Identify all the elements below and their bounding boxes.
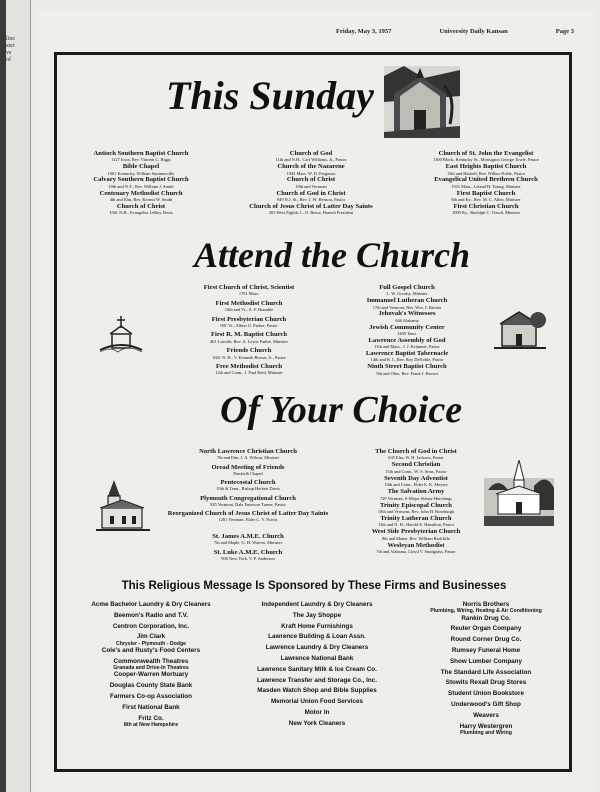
church-name: Full Gospel Church <box>379 284 435 291</box>
church-address: 10th and N.Y., Rev. William J. Smith <box>108 183 174 189</box>
church-address: 7th and Elm, J. A. Wilson, Minister <box>216 455 280 461</box>
church-listing <box>66 150 216 163</box>
church-name: Church of Christ <box>286 176 336 184</box>
sponsor-listing <box>76 682 226 689</box>
church-listing <box>166 464 330 477</box>
church-name: Calvary Southern Baptist Church <box>93 176 189 184</box>
church-listing <box>66 163 216 176</box>
church-listing <box>66 203 216 216</box>
church-name: North Lawrence Christian Church <box>199 448 297 455</box>
sponsor-detail: Plumbing and Wiring <box>460 729 512 736</box>
sponsor-name: Masden Watch Shop and Bible Supplies <box>257 687 377 695</box>
church-name: The Church of God in Christ <box>375 448 457 455</box>
sponsor-listing <box>406 658 566 665</box>
sponsor-name: Memorial Union Food Services <box>270 698 364 706</box>
church-listing <box>166 549 330 562</box>
sponsor-name: Harry Westergren <box>459 722 513 730</box>
church-name: The Salvation Army <box>387 488 445 496</box>
church-address: 900 New York, V. P. Anderson <box>221 555 275 561</box>
church-name: Reorganized Church of Jesus Christ of Latter Day Saints <box>167 510 329 517</box>
church-address: 19th & Tenn., Bishop Herbert Davis <box>216 486 280 492</box>
church-name: Church of St. John the Evangelist <box>438 150 534 157</box>
sponsor-name: Lawrence Sanitary Milk & Ice Cream Co. <box>257 665 377 673</box>
sponsor-listing <box>406 679 566 686</box>
church-name: First R. M. Baptist Church <box>210 331 288 339</box>
sponsor-listing <box>232 633 402 640</box>
church-listing <box>406 190 566 203</box>
church-name: Church of God in Christ <box>276 189 346 197</box>
church-listing <box>66 176 216 189</box>
sponsor-name: Rankin Drug Co. <box>461 614 511 622</box>
sponsor-name: Weavers <box>473 711 499 719</box>
sponsor-name: Lawrence Transfer and Storage Co., Inc. <box>256 676 378 684</box>
sponsor-name: Motor In <box>304 709 330 716</box>
church-listing <box>174 363 324 376</box>
church-name: Jehovah's Witnesses <box>378 310 436 318</box>
sponsor-name: Jim Clark <box>136 633 166 641</box>
sponsor-name: Independent Laundry & Dry Cleaners <box>261 601 373 608</box>
church-listing <box>332 310 482 323</box>
church-address: 1561 N.H., Evangelist LeRoy Davis <box>109 210 173 216</box>
church-address: 635 Elm, W. H. Jackson, Pastor <box>388 455 444 461</box>
church-address: 12th and Conn., J. Paul Reid, Minister <box>215 370 283 376</box>
sponsor-listing <box>406 615 566 622</box>
header-date: Friday, May 3, 1957 <box>336 28 392 35</box>
sponsor-listing <box>76 647 226 654</box>
sponsor-listing <box>406 636 566 643</box>
church-listing <box>406 150 566 163</box>
sponsor-detail: Chrysler - Plymouth - Dodge <box>115 640 187 647</box>
title-attend-the-church: Attend the Church <box>194 235 471 275</box>
church-listing <box>66 190 216 203</box>
church-name: St. James A.M.E. Church <box>212 533 284 540</box>
sponsor-listing <box>76 623 226 630</box>
sponsor-name: Cooper-Warren Mortuary <box>113 671 189 679</box>
newspaper-page <box>6 0 600 792</box>
sponsor-heading: This Religious Message Is Sponsored by These Firms and Businesses <box>121 580 507 592</box>
church-address: 1501 Mass., Leland H. Young, Minister <box>451 183 521 189</box>
church-address: 1409 Tenn. <box>397 331 417 336</box>
sponsor-listing <box>406 701 566 708</box>
church-listing <box>166 510 330 523</box>
church-listing <box>336 448 496 461</box>
church-name: Friends Church <box>226 347 272 355</box>
church-address: 7th and Maple, G. H. Warren, Minister <box>213 540 283 546</box>
church-listing <box>332 337 482 350</box>
sponsor-listing <box>232 698 402 705</box>
church-name: Centenary Methodist Church <box>99 189 183 197</box>
church-listing <box>166 479 330 492</box>
church-listing <box>332 297 482 310</box>
sponsor-name: Student Union Bookstore <box>448 690 524 698</box>
sponsor-name: Reuter Organ Company <box>450 625 522 633</box>
church-listing <box>174 300 324 313</box>
church-listing <box>231 163 391 176</box>
sponsor-listing <box>232 601 402 608</box>
sponsor-listing <box>232 623 402 630</box>
edge-text-fragment: ve <box>6 50 12 56</box>
church-address: 13th and N. H., Harold E. Hamilton, Pastor <box>377 522 455 528</box>
sponsor-listing <box>232 612 402 619</box>
church-name: Free Methodist Church <box>215 363 283 370</box>
sponsor-name: Lawrence National Bank <box>280 655 354 662</box>
sponsor-name: Acme Bachelor Laundry & Dry Cleaners <box>91 601 211 608</box>
church-listing <box>231 176 391 189</box>
country-church-sketch-left <box>98 316 144 356</box>
sponsor-name: New York Cleaners <box>288 719 346 727</box>
edge-text-fragment: of <box>6 57 11 63</box>
church-name: Lawrence Baptist Tabernacle <box>365 350 449 357</box>
church-address: 1000 Ky., Rudolph C. Tetsch, Minister <box>452 210 520 216</box>
church-name: Pentecostal Church <box>220 479 276 486</box>
church-address: 1201 Vermont, Elder C. V. Norris <box>218 517 278 523</box>
sponsor-listing <box>232 655 402 662</box>
church-address: 17th and Vermont, Rev. Wm. J. Britton <box>372 304 442 310</box>
church-name: Antioch Southern Baptist Church <box>93 150 189 157</box>
church-woodcut-illustration <box>384 66 460 138</box>
church-address: 1300 Block, Kentucky St., Monsignor George Towle, Pastor <box>433 157 539 163</box>
church-address: 15th and Conn., W. S. Sims, Pastor <box>385 468 447 474</box>
church-name: Lawrence Assembly of God <box>368 336 446 344</box>
church-address: 19th and Vermont <box>295 183 327 189</box>
church-listing <box>231 190 391 203</box>
church-name: Second Christian <box>391 461 441 469</box>
sponsor-name: Kraft Home Furnishings <box>281 622 353 630</box>
church-listing <box>336 542 496 555</box>
church-name: Wesleyan Methodist <box>387 541 445 549</box>
church-address: 8th and Maine, Rev. William Radcliffe <box>381 535 451 541</box>
sponsor-detail: Granada and Drive-In Theatres <box>113 665 189 671</box>
sponsor-name: Show Lumber Company <box>449 657 523 665</box>
church-name: Evangelical United Brethren Church <box>434 176 538 184</box>
sponsor-listing <box>406 601 566 614</box>
sponsor-listing <box>76 671 226 678</box>
sponsor-name: Centron Corporation, Inc. <box>112 622 190 630</box>
sponsor-name: Commonwealth Theatres <box>113 657 189 665</box>
sponsor-listing <box>232 709 402 716</box>
church-address: 13th and Haskell, Rev. Wilbur Noble, Pastor <box>446 170 526 176</box>
sponsor-listing <box>76 633 226 646</box>
sponsor-listing <box>232 720 402 727</box>
church-address: 10th and Vermont, Rev. John H. Roseburgh <box>377 509 455 514</box>
sponsor-listing <box>76 693 226 700</box>
church-listing <box>336 502 496 515</box>
church-name: Church of God <box>289 150 333 157</box>
church-name: Oread Meeting of Friends <box>211 463 285 471</box>
church-address: 1942 Mass. W. D. Ferguson <box>286 170 336 176</box>
sponsor-listing <box>406 669 566 676</box>
church-address: 10th and Vt., A. F. Bramble <box>224 307 274 313</box>
church-listing <box>406 163 566 176</box>
church-name: Seventh Day Adventist <box>384 474 448 482</box>
church-listing <box>332 363 482 376</box>
church-listing <box>406 203 566 216</box>
church-listing <box>166 495 330 508</box>
church-listing <box>336 528 496 541</box>
church-name: Church of the Nazarene <box>277 163 345 171</box>
title-of-your-choice: Of Your Choice <box>220 389 463 431</box>
church-address: 11th and N.H., Carl Williams, Jr., Pastor <box>275 157 347 163</box>
church-address: 1701 Mass. <box>238 291 260 297</box>
sponsor-name: Lawrence Building & Loan Assn. <box>268 633 366 641</box>
sponsor-listing <box>406 647 566 654</box>
sponsor-name: First National Bank <box>122 703 180 711</box>
church-address: L. W. Goosby, Minister <box>386 291 428 297</box>
steeple-church-sketch-left <box>96 478 150 536</box>
church-name: First Presbyterian Church <box>211 315 287 323</box>
church-address: 901 Vt., Albert G. Parker, Pastor <box>220 323 278 328</box>
church-listing <box>231 203 391 216</box>
sponsor-listing <box>232 677 402 684</box>
church-listing <box>174 331 324 344</box>
church-listing <box>332 284 482 297</box>
sponsor-listing <box>232 666 402 673</box>
sponsor-listing <box>406 723 566 736</box>
church-name: Church of Christ <box>116 202 166 210</box>
sponsor-name: Stowits Rexall Drug Stores <box>445 679 527 687</box>
church-listing <box>336 475 496 488</box>
sponsor-listing <box>76 715 226 728</box>
church-listing <box>174 347 324 360</box>
church-address: 4th and Elm, Rev. Kermit W. Smith <box>109 197 173 202</box>
sponsor-name: The Standard Life Association <box>440 668 532 676</box>
church-address: 7th and Alabama, Lloyd V. Snodgrass, Pastor <box>376 549 456 555</box>
sponsor-listing <box>76 704 226 711</box>
church-name: Plymouth Congregational Church <box>200 494 296 502</box>
church-listing <box>336 488 496 501</box>
sponsor-detail: Plumbing, Wiring, Heating & Air Conditioning <box>430 608 542 615</box>
church-name: Church of Jesus Christ of Latter Day Saints <box>249 202 373 210</box>
church-address: 13th and Mass., J. J. Krimmer, Pastor <box>374 344 440 350</box>
church-name: Immanuel Lutheran Church <box>366 297 448 305</box>
church-address: Danforth Chapel <box>233 470 263 476</box>
church-address: 14th and R. I., Rev. Roy DeNoble, Pastor <box>370 357 444 363</box>
church-listing <box>406 176 566 189</box>
church-listing <box>166 448 330 461</box>
church-name: First Christian Church <box>453 202 519 210</box>
church-listing <box>174 284 324 297</box>
church-name: St. Luke A.M.E. Church <box>213 548 283 556</box>
sponsor-name: The Jay Shoppe <box>292 611 342 619</box>
sponsor-listing <box>406 712 566 719</box>
church-name: Ninth Street Baptist Church <box>367 363 447 371</box>
church-listing <box>166 533 330 546</box>
sponsor-listing <box>76 612 226 619</box>
church-address: 729 Vermont, S-Major Sidney Hutchings <box>380 495 452 501</box>
church-address: 9th and Ohio, Rev. Frank J. Brown <box>376 370 438 376</box>
stone-church-sketch-right <box>494 306 546 352</box>
sponsor-name: Farmers Co-op Association <box>110 693 192 700</box>
church-name: First Church of Christ, Scientist <box>203 284 295 291</box>
church-address: 646 Alabama <box>395 317 419 323</box>
church-address: 8th and Ky., Rev. M. C. Allen, Minister <box>451 197 521 202</box>
sponsor-listing <box>232 644 402 651</box>
church-name: First Methodist Church <box>215 299 283 307</box>
sponsor-name: Cole's and Rusty's Food Centers <box>101 647 201 654</box>
sponsor-name: Lawrence Laundry & Dry Cleaners <box>265 644 369 652</box>
sponsor-name: Underwood's Gift Shop <box>451 701 521 708</box>
church-name: West Side Presbyterian Church <box>371 528 461 536</box>
church-address: 925 Vermont, Dale Emerson Turner, Pastor <box>210 501 286 507</box>
church-listing <box>231 150 391 163</box>
church-name: Trinity Episcopal Church <box>380 501 452 509</box>
church-address: 949 N.J. St., Rev. J. W. Henson, Pastor <box>276 197 346 202</box>
page-header <box>336 28 574 35</box>
church-address: 1601 N. H., V. Kenneth Brown, Jr., Pastor <box>212 354 286 360</box>
edge-text-fragment: ster <box>6 43 15 49</box>
title-this-sunday: This Sunday <box>166 73 374 118</box>
adjacent-page-edge <box>6 0 31 792</box>
church-name: Jewish Community Center <box>369 323 445 331</box>
church-listing <box>332 324 482 337</box>
sponsor-listing <box>232 687 402 694</box>
church-listing <box>174 316 324 329</box>
church-address: 401 Lincoln, Rev. A. Lewis Parker, Minister <box>210 338 288 344</box>
church-listing <box>336 461 496 474</box>
sponsor-name: Norris Brothers <box>462 601 510 608</box>
sponsor-listing <box>76 658 226 671</box>
church-name: First Baptist Church <box>456 189 516 197</box>
sponsor-listing <box>406 625 566 632</box>
edge-text-fragment: line <box>6 36 15 42</box>
church-address: 1001 Kentucky, William Summerville <box>107 170 175 176</box>
church-address: 203 West Eighth, L. O. Reese, Branch President <box>268 210 354 216</box>
church-name: East Heights Baptist Church <box>445 163 527 171</box>
header-page-number: Page 3 <box>555 28 574 35</box>
sponsor-listing <box>76 601 226 608</box>
church-listing <box>336 515 496 528</box>
sponsor-name: Beemon's Radio and T.V. <box>113 611 189 619</box>
sponsor-listing <box>406 690 566 697</box>
sponsor-name: Round Corner Drug Co. <box>450 636 522 644</box>
church-address: 10th and Conn., Elder E. K. Meyers <box>384 482 448 488</box>
church-address: 1127 Iowa, Rev. Vincent C. Riggs <box>111 157 171 163</box>
church-name: Trinity Lutheran Church <box>380 515 452 522</box>
church-name: Bible Chapel <box>122 163 160 171</box>
sponsor-detail: 8th at New Hampshire <box>123 721 179 728</box>
church-listing <box>332 350 482 363</box>
header-paper-name: University Daily Kansan <box>439 28 508 35</box>
sponsor-name: Fritz Co. <box>138 714 164 722</box>
sponsor-name: Rumsey Funeral Home <box>451 647 521 654</box>
sponsor-name: Douglas County State Bank <box>109 682 193 690</box>
